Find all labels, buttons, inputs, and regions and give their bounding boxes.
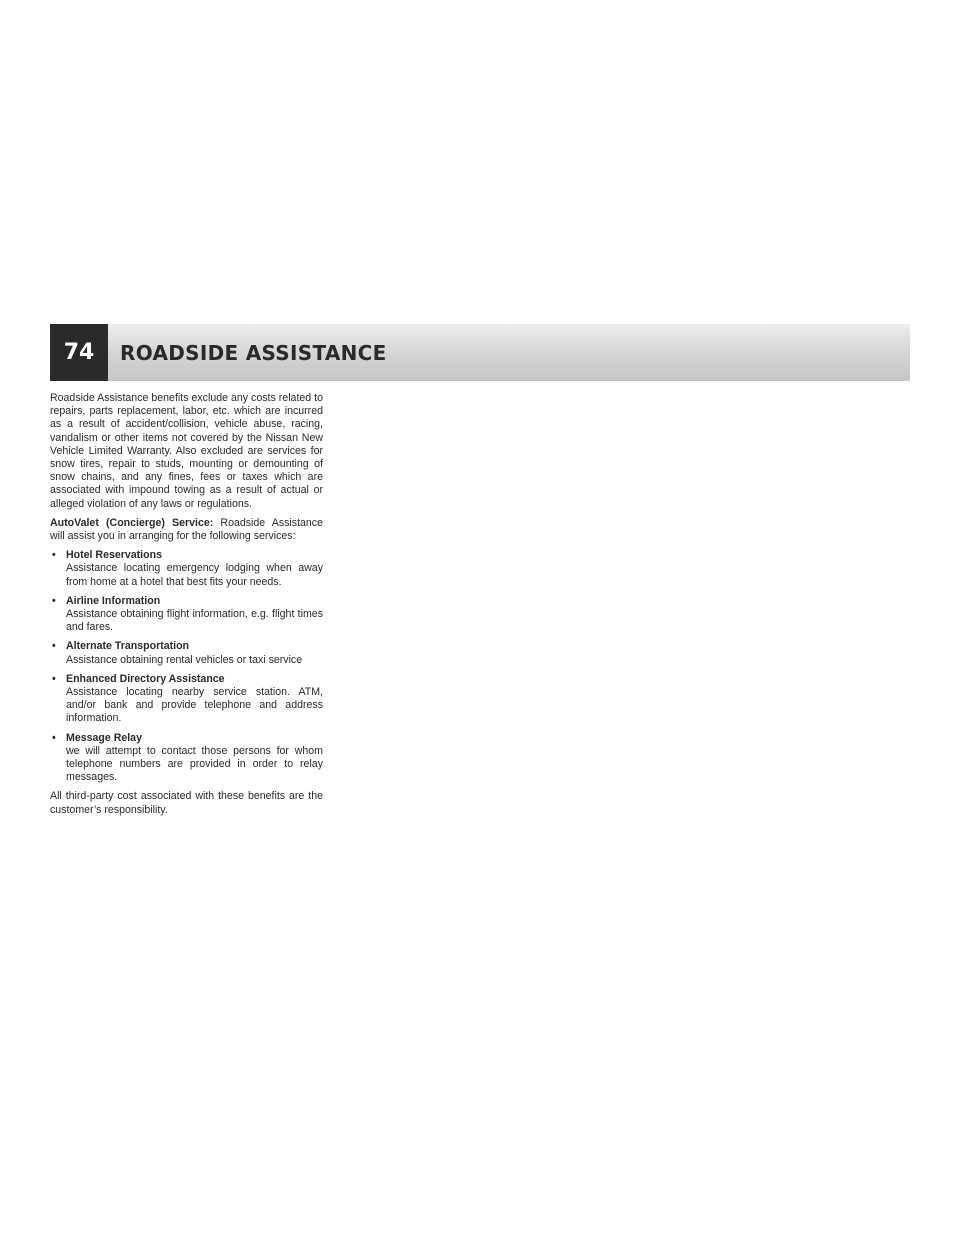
bullet-icon: •: [52, 594, 56, 607]
list-item: [50, 673, 323, 726]
bullet-icon: •: [52, 672, 56, 685]
page-number: 74: [50, 324, 108, 381]
service-description: we will attempt to contact those persons for whom telephone numbers are provided in order to relay messages.: [66, 744, 323, 784]
list-item: [50, 595, 323, 635]
section-title: ROADSIDE ASSISTANCE: [108, 324, 910, 381]
body-column: [50, 392, 323, 823]
autovalet-label: AutoValet (Concierge) Service:: [50, 516, 214, 529]
autovalet-paragraph: [50, 517, 323, 543]
bullet-icon: •: [52, 549, 56, 562]
list-item: [50, 640, 323, 666]
closing-paragraph: All third-party cost associated with these benefits are the customer’s responsibility.: [50, 790, 323, 816]
service-title: Enhanced Directory Assistance: [66, 672, 225, 685]
service-description: Assistance obtaining rental vehicles or taxi service: [66, 653, 303, 666]
list-item: [50, 732, 323, 785]
service-description: Assistance obtaining flight information, e.g. flight times and fares.: [66, 608, 323, 634]
section-header: [50, 324, 910, 381]
service-title: Hotel Reservations: [66, 549, 162, 562]
service-title: Alternate Transportation: [66, 640, 190, 653]
bullet-icon: •: [52, 640, 56, 653]
service-description: Assistance locating emergency lodging when away from home at a hotel that best fits your needs.: [66, 562, 323, 588]
autovalet-text: Roadside Assistance will assist you in arranging for the following services:: [50, 516, 323, 543]
list-item: [50, 549, 323, 589]
service-title: Airline Information: [66, 594, 161, 607]
service-title: Message Relay: [66, 731, 142, 744]
service-description: Assistance locating nearby service station. ATM, and/or bank and provide telephone and address information.: [66, 686, 323, 725]
bullet-icon: •: [52, 731, 56, 744]
services-list: [50, 549, 323, 784]
intro-paragraph: Roadside Assistance benefits exclude any costs related to repairs, parts replacement, labor, etc. which are incurred as a result of accident/collision, vehicle abuse, racing, vandalism or other items not covered by the Nissan New Vehicle Limited Warranty. Also excluded are services for snow tires, repair to studs, mounting or demounting of snow chains, and any fines, fees or taxes which are associated with impound towing as a result of actual or alleged violation of any laws or regulations.: [50, 392, 323, 510]
